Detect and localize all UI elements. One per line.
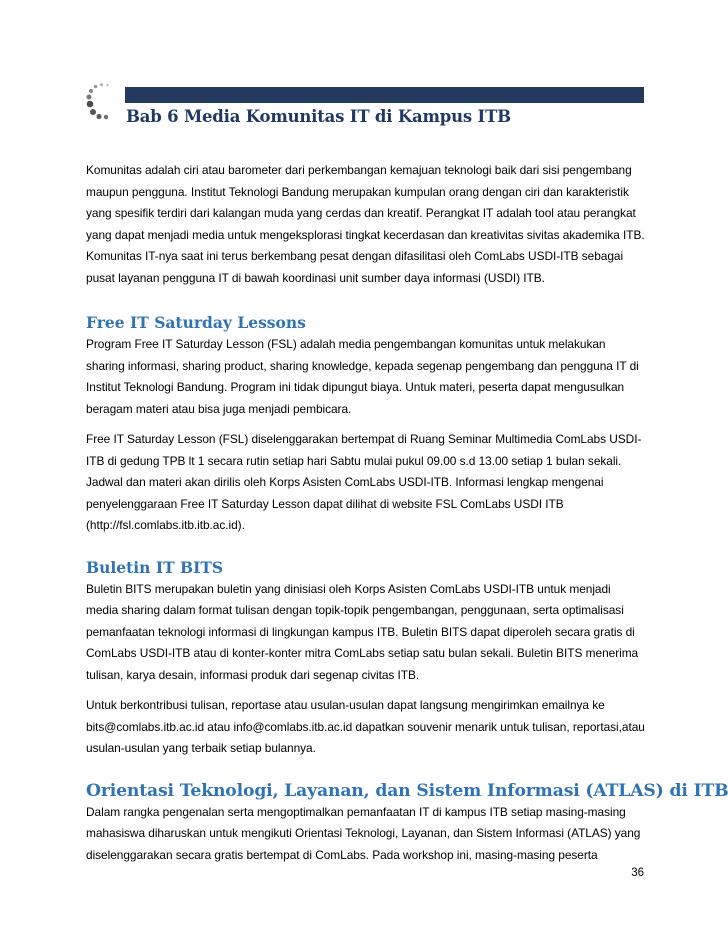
atlas-paragraph-1: Dalam rangka pengenalan serta mengoptimalkan pemanfaatan IT di kampus ITB setiap masing-masing mahasiswa diharuskan untuk mengikuti Orientasi Teknologi, Layanan, dan Sistem Informasi (ATLAS) yang diselenggarakan secara gratis bertempat di ComLabs. Pada workshop ini, masing-masing peserta bbox=[86, 804, 641, 862]
bits-paragraph-1: Buletin BITS merupakan buletin yang dinisiasi oleh Korps Asisten ComLabs USDI-ITB untuk menjadi media sharing dalam format tulisan dengan topik-topik pengembangan, penggunaan, serta optimalisasi pemanfaatan teknologi informasi di lingkungan kampus ITB. Buletin BITS dapat diperoleh secara gratis di ComLabs USDI-ITB atau di konter-konter mitra ComLabs setiap satu bulan sekali. Buletin BITS menerima tulisan, karya desain, informasi produk dari segenap civitas ITB. bbox=[86, 581, 639, 682]
section-heading-bits: Buletin IT BITS bbox=[86, 557, 224, 577]
section-heading-atlas: Orientasi Teknologi, Layanan, dan Sistem Informasi (ATLAS) di ITB bbox=[86, 780, 728, 801]
spinner-dots-icon bbox=[84, 82, 124, 122]
page-number: 36 bbox=[631, 867, 644, 879]
section-heading-fsl: Free IT Saturday Lessons bbox=[86, 313, 306, 332]
fsl-paragraph-2: Free IT Saturday Lesson (FSL) diselenggarakan bertempat di Ruang Seminar Multimedia ComLabs USDI-ITB di gedung TPB lt 1 secara rutin setiap hari Sabtu mulai pukul 09.00 s.d 13.00 setiap 1 bulan sekali. Jadwal dan materi akan dirilis oleh Korps Asisten ComLabs USDI-ITB. Informasi lengkap mengenai penyelenggaraan Free IT Saturday Lesson dapat dilihat di website FSL ComLabs USDI ITB (http://fsl.comlabs.itb.itb.ac.id). bbox=[86, 432, 642, 532]
fsl-paragraph-1: Program Free IT Saturday Lesson (FSL) adalah media pengembangan komunitas untuk melakukan sharing informasi, sharing product, sharing knowledge, kepada segenap pengembang dan pengguna IT di Institut Teknologi Bandung. Program ini tidak dipungut biaya. Untuk materi, peserta dapat mengusulkan beragam materi atau bisa juga menjadi pembicara. bbox=[86, 337, 639, 416]
intro-paragraph: Komunitas adalah ciri atau barometer dari perkembangan kemajuan teknologi baik dari sisi pengembang maupun pengguna. Institut Teknologi Bandung merupakan kumpulan orang dengan ciri dan karakteristik yang spesifik terdiri dari kalangan muda yang cerdas dan kreatif. Perangkat IT adalah tool atau perangkat yang dapat menjadi media untuk mengeksplorasi tingkat kecerdasan dan kreativitas sivitas akademika ITB. Komunitas IT-nya saat ini terus berkembang pesat dengan difasilitasi oleh ComLabs USDI-ITB sebagai pusat layanan pengguna IT di bawah koordinasi unit sumber daya informasi (USDI) ITB. bbox=[86, 163, 645, 285]
page-content bbox=[86, 160, 728, 866]
bits-paragraph-2: Untuk berkontribusi tulisan, reportase atau usulan-usulan dapat langsung mengirimkan emailnya ke bits@comlabs.itb.ac.id atau info@comlabs.itb.ac.id dapatkan souvenir menarik untuk tulisan, reportasi,atau usulan-usulan yang terbaik setiap bulannya. bbox=[86, 698, 645, 755]
header-bar bbox=[125, 87, 644, 103]
chapter-title: Bab 6 Media Komunitas IT di Kampus ITB bbox=[126, 107, 511, 126]
